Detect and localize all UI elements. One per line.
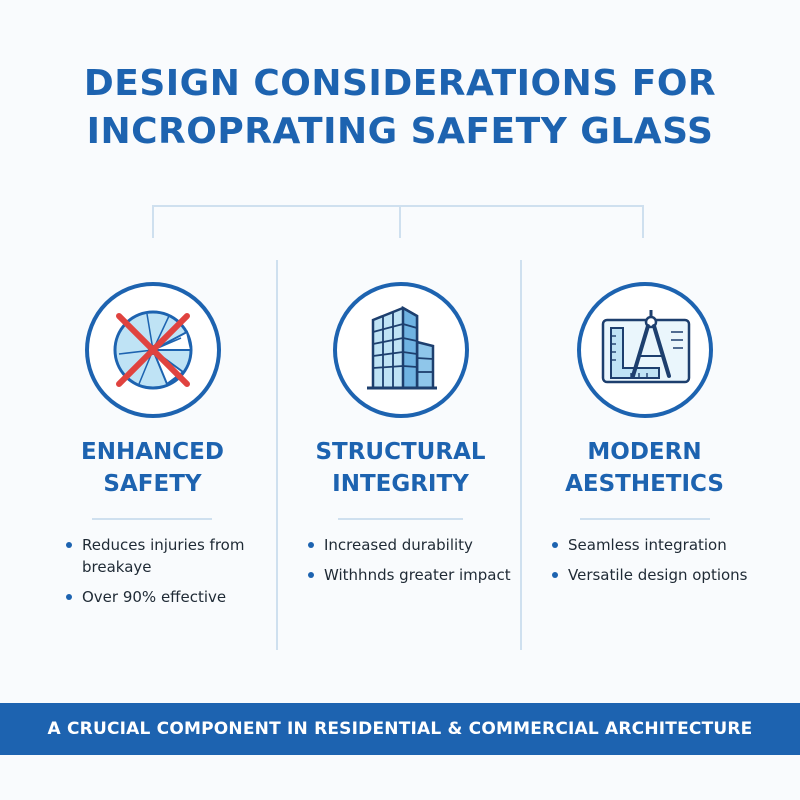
page-title-line-1: DESIGN CONSIDERATIONS FOR — [83, 63, 717, 104]
page-title-line-2: INCROPRATING SAFETY GLASS — [86, 111, 714, 152]
bullet-list — [550, 534, 765, 594]
bullet-text: Versatile design options — [568, 566, 748, 584]
column-title-line-2: SAFETY — [103, 471, 202, 497]
bullet-dot — [552, 572, 558, 578]
bullet-dot — [66, 594, 72, 600]
column-title-enhanced-safety — [30, 436, 275, 500]
column-title-structural-integrity — [278, 436, 523, 500]
column-title-line-2: INTEGRITY — [332, 471, 469, 497]
blueprint-compass-icon — [575, 280, 715, 420]
list-item — [550, 534, 765, 556]
bullet-dot — [308, 542, 314, 548]
footer-banner: A CRUCIAL COMPONENT IN RESIDENTIAL & COMMERCIAL ARCHITECTURE — [0, 703, 800, 755]
list-item — [306, 534, 521, 556]
bullet-text: Seamless integration — [568, 536, 727, 554]
bullet-dot — [66, 542, 72, 548]
column-title-modern-aesthetics — [522, 436, 767, 500]
glass-building-icon — [331, 280, 471, 420]
list-item — [306, 564, 521, 586]
column-rule — [338, 518, 463, 520]
bullet-dot — [308, 572, 314, 578]
list-item — [64, 586, 269, 608]
column-rule — [580, 518, 710, 520]
list-item — [64, 534, 269, 578]
bullet-dot — [552, 542, 558, 548]
column-title-line-1: MODERN — [587, 439, 702, 465]
connector-bracket — [0, 0, 800, 250]
shattered-glass-crossed-icon — [83, 280, 223, 420]
column-title-line-1: STRUCTURAL — [315, 439, 486, 465]
bullet-text: Withhnds greater impact — [324, 566, 511, 584]
list-item — [550, 564, 765, 586]
bullet-text: Reduces injuries from breakaye — [82, 536, 245, 576]
column-title-line-1: ENHANCED — [81, 439, 224, 465]
bullet-text: Increased durability — [324, 536, 473, 554]
bullet-list — [306, 534, 521, 594]
column-rule — [92, 518, 212, 520]
column-title-line-2: AESTHETICS — [565, 471, 724, 497]
bullet-text: Over 90% effective — [82, 588, 227, 606]
bullet-list — [64, 534, 269, 616]
